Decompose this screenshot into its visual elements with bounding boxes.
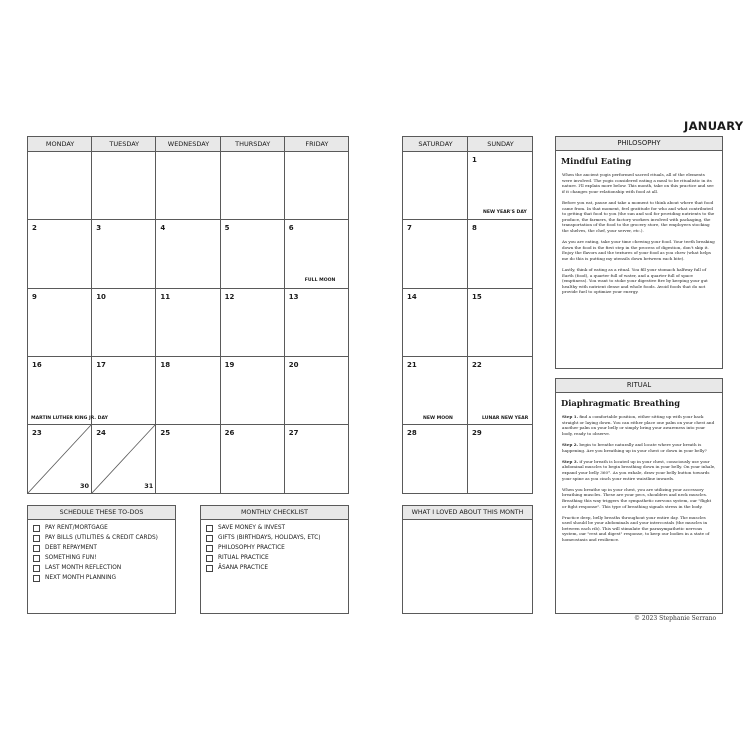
new-years-note: NEW YEAR'S DAY [483,210,527,215]
philosophy-paragraph: As you are eating, take your time chewing your food. Your teeth breaking down the food is the first step in the process of digestion, don't skip it. Enjoy the flavors and the textures of your food as you chew (what helps me do this is putting my utensils down between each bite). [562,239,715,261]
ritual-paragraph: Practice deep, belly breaths throughout your entire day. The muscles used should be your abdominals and your intercostals (the muscles in between each rib). This will stimulate the parasympathetic nervous system, our "rest and digest" response, to keep our bodies in a state of homeostasis and resilience. [562,514,710,543]
todos-title: SCHEDULE THESE TO-DOS [28,506,175,520]
weekday-day-number: 6 [288,224,294,232]
weekday-day-number: 9 [32,293,37,301]
philosophy-panel [555,136,723,369]
weekday-day-number: 26 [224,429,235,437]
mlk-day-note: MARTIN LUTHER KING JR. DAY [31,416,108,421]
column-divider [220,137,221,493]
todo-item [33,563,175,573]
checkbox [33,525,40,532]
new-moon-note: NEW MOON [423,416,453,421]
split-day-number: 30 [80,482,90,490]
checkbox [206,545,213,552]
weekday-day-number: 2 [32,224,37,232]
todos-box [27,505,176,614]
ritual-step [562,442,716,453]
todo-item [33,543,175,553]
row-divider [403,288,532,289]
day-header-monday: MONDAY [45,140,75,148]
weekday-day-number: 17 [96,361,106,369]
checklist-item [206,533,348,543]
ritual-step-label: Step 3. [562,458,579,464]
checklist-label: ĀSANA PRACTICE [218,564,269,571]
loved-title: WHAT I LOVED ABOUT THIS MONTH [403,506,532,520]
todo-item [33,573,175,583]
row-divider [28,219,348,220]
checklist-item [206,563,348,573]
ritual-step [562,414,716,436]
day-header-thursday: THURSDAY [235,140,271,148]
checkbox [33,555,40,562]
day-header-wednesday: WEDNESDAY [167,140,210,148]
checklist-label: RITUAL PRACTICE [218,554,269,561]
weekday-day-number: 23 [32,429,42,437]
checkbox [206,525,213,532]
checkbox [33,575,40,582]
todo-label: NEXT MONTH PLANNING [45,574,116,581]
todo-label: DEBT REPAYMENT [45,544,97,551]
weekend-day-number: 1 [472,156,477,164]
philosophy-title: Mindful Eating [561,156,632,166]
lunar-new-year-note: LUNAR NEW YEAR [482,416,529,421]
philosophy-paragraph: Lastly, think of eating as a ritual. You fill your stomach halfway full of Earth (food), a quarter full of water, and a quarter full of space (emptiness). You want to stoke your digestive fire by keeping your gut healthy with nutrient dense and whole foods. Avoid foods that do not provide fuel to optimize your energy. [562,267,708,295]
todo-label: SOMETHING FUN! [45,554,97,561]
weekday-day-number: 5 [224,224,230,232]
weekend-day-number: 14 [407,293,417,301]
weekday-day-number: 16 [32,361,42,369]
loved-box [402,505,533,614]
philosophy-paragraph: Before you eat, pause and take a moment to think about where that food came from. In that moment, feel gratitude for who and what contributed to getting that food to you (the sun and soil for providing nutrients to the produce, the farmers, the factory workers involved with packaging, the transportation of the food to the grocery store, the employees stocking the shelves, the chef, your server, etc.). [562,199,715,233]
weekday-day-number: 12 [224,293,235,301]
weekend-day-number: 15 [472,293,482,301]
weekday-day-number: 4 [160,224,166,232]
todo-label: PAY BILLS (UTILITIES & CREDIT CARDS) [45,534,158,541]
ritual-step [562,459,716,481]
weekend-day-number: 21 [407,361,417,369]
column-divider [467,137,468,493]
philosophy-paragraph: When the ancient yogis performed sacred rituals, all of the elements were involved. The yogis considered eating a meal to be ritualistic in its nature. I'll explain more below. This month, take on this practice and see if it changes your relationship with food at all. [562,172,714,194]
checkbox [206,565,213,572]
ritual-body [562,414,716,543]
weekday-calendar [27,136,349,494]
todo-item [33,523,175,533]
checkbox [33,565,40,572]
ritual-step-label: Step 1. [562,414,579,419]
weekday-day-number: 11 [160,293,171,301]
weekday-day-number: 10 [96,293,106,301]
checklist-label: GIFTS (BIRTHDAYS, HOLIDAYS, ETC) [218,534,321,541]
philosophy-body [562,172,716,295]
todo-label: LAST MONTH REFLECTION [45,564,122,571]
weekday-day-number: 19 [224,361,235,369]
ritual-panel [555,378,723,614]
row-divider [28,288,348,289]
checkbox [33,535,40,542]
checkbox [206,535,213,542]
checklist-list [206,523,348,573]
todo-label: PAY RENT/MORTGAGE [45,524,108,531]
checklist-item [206,553,348,563]
copyright: © 2023 Stephanie Serrano [634,615,717,622]
day-header-friday: FRIDAY [305,140,329,148]
weekend-day-number: 28 [407,429,417,437]
day-header-sunday: SUNDAY [487,140,514,148]
row-divider [403,424,532,425]
philosophy-header: PHILOSOPHY [556,137,722,151]
todo-item [33,533,175,543]
day-header-tuesday: TUESDAY [109,140,140,148]
row-divider [403,356,532,357]
weekday-day-number: 20 [288,361,299,369]
ritual-header: RITUAL [556,379,722,393]
checkbox [33,545,40,552]
checklist-label: PHILOSOPHY PRACTICE [218,544,285,551]
weekend-day-number: 29 [472,429,482,437]
row-divider [28,356,348,357]
ritual-step-label: Step 2. [562,441,579,447]
ritual-step-text: begin to breathe naturally and locate where your breath is happening. Are you breathing up in your chest or down in your belly? [562,441,707,453]
weekend-day-number: 22 [472,361,482,369]
month-title: JANUARY [684,119,744,133]
split-day-number: 31 [144,482,154,490]
checklist-title: MONTHLY CHECKLIST [201,506,348,520]
weekday-day-number: 25 [160,429,171,437]
weekday-header-row [28,137,348,152]
weekend-day-number: 8 [472,224,477,232]
weekday-day-number: 24 [96,429,106,437]
weekday-day-number: 18 [160,361,171,369]
checkbox [206,555,213,562]
weekend-calendar [402,136,533,494]
todo-item [33,553,175,563]
row-divider [403,219,532,220]
full-moon-note: FULL MOON [304,278,336,283]
weekday-day-number: 27 [288,429,299,437]
checklist-item [206,523,348,533]
ritual-step-text: if your breath is located up in your chest, consciously use your abdominal muscles to begin breathing down in your belly. On your inhale, expand your belly 360°. As you exhale, draw your belly button towards your spine as you cinch your entire waistline inwards. [562,458,716,481]
todos-list [33,523,175,583]
ritual-title: Diaphragmatic Breathing [561,398,681,408]
column-divider [284,137,285,493]
checklist-box [200,505,349,614]
weekend-day-number: 7 [407,224,412,232]
checklist-label: SAVE MONEY & INVEST [218,524,286,531]
day-header-saturday: SATURDAY [418,140,453,148]
weekday-day-number: 13 [288,293,299,301]
weekday-day-number: 3 [96,224,102,232]
checklist-item [206,543,348,553]
ritual-paragraph: When you breathe up in your chest, you are utilizing your accessory breathing muscles. These are your pecs, shoulders and neck muscles. Breathing this way triggers the sympathetic nervous system, our "flight or fight response". This type of breathing signals stress in the body. [562,486,712,509]
ritual-step-text: find a comfortable position, either sitting up with your back straight or laying down. You can either place one palm on your chest and another palm on your belly or simply bring your awareness into your body, ready to observe. [562,414,715,436]
